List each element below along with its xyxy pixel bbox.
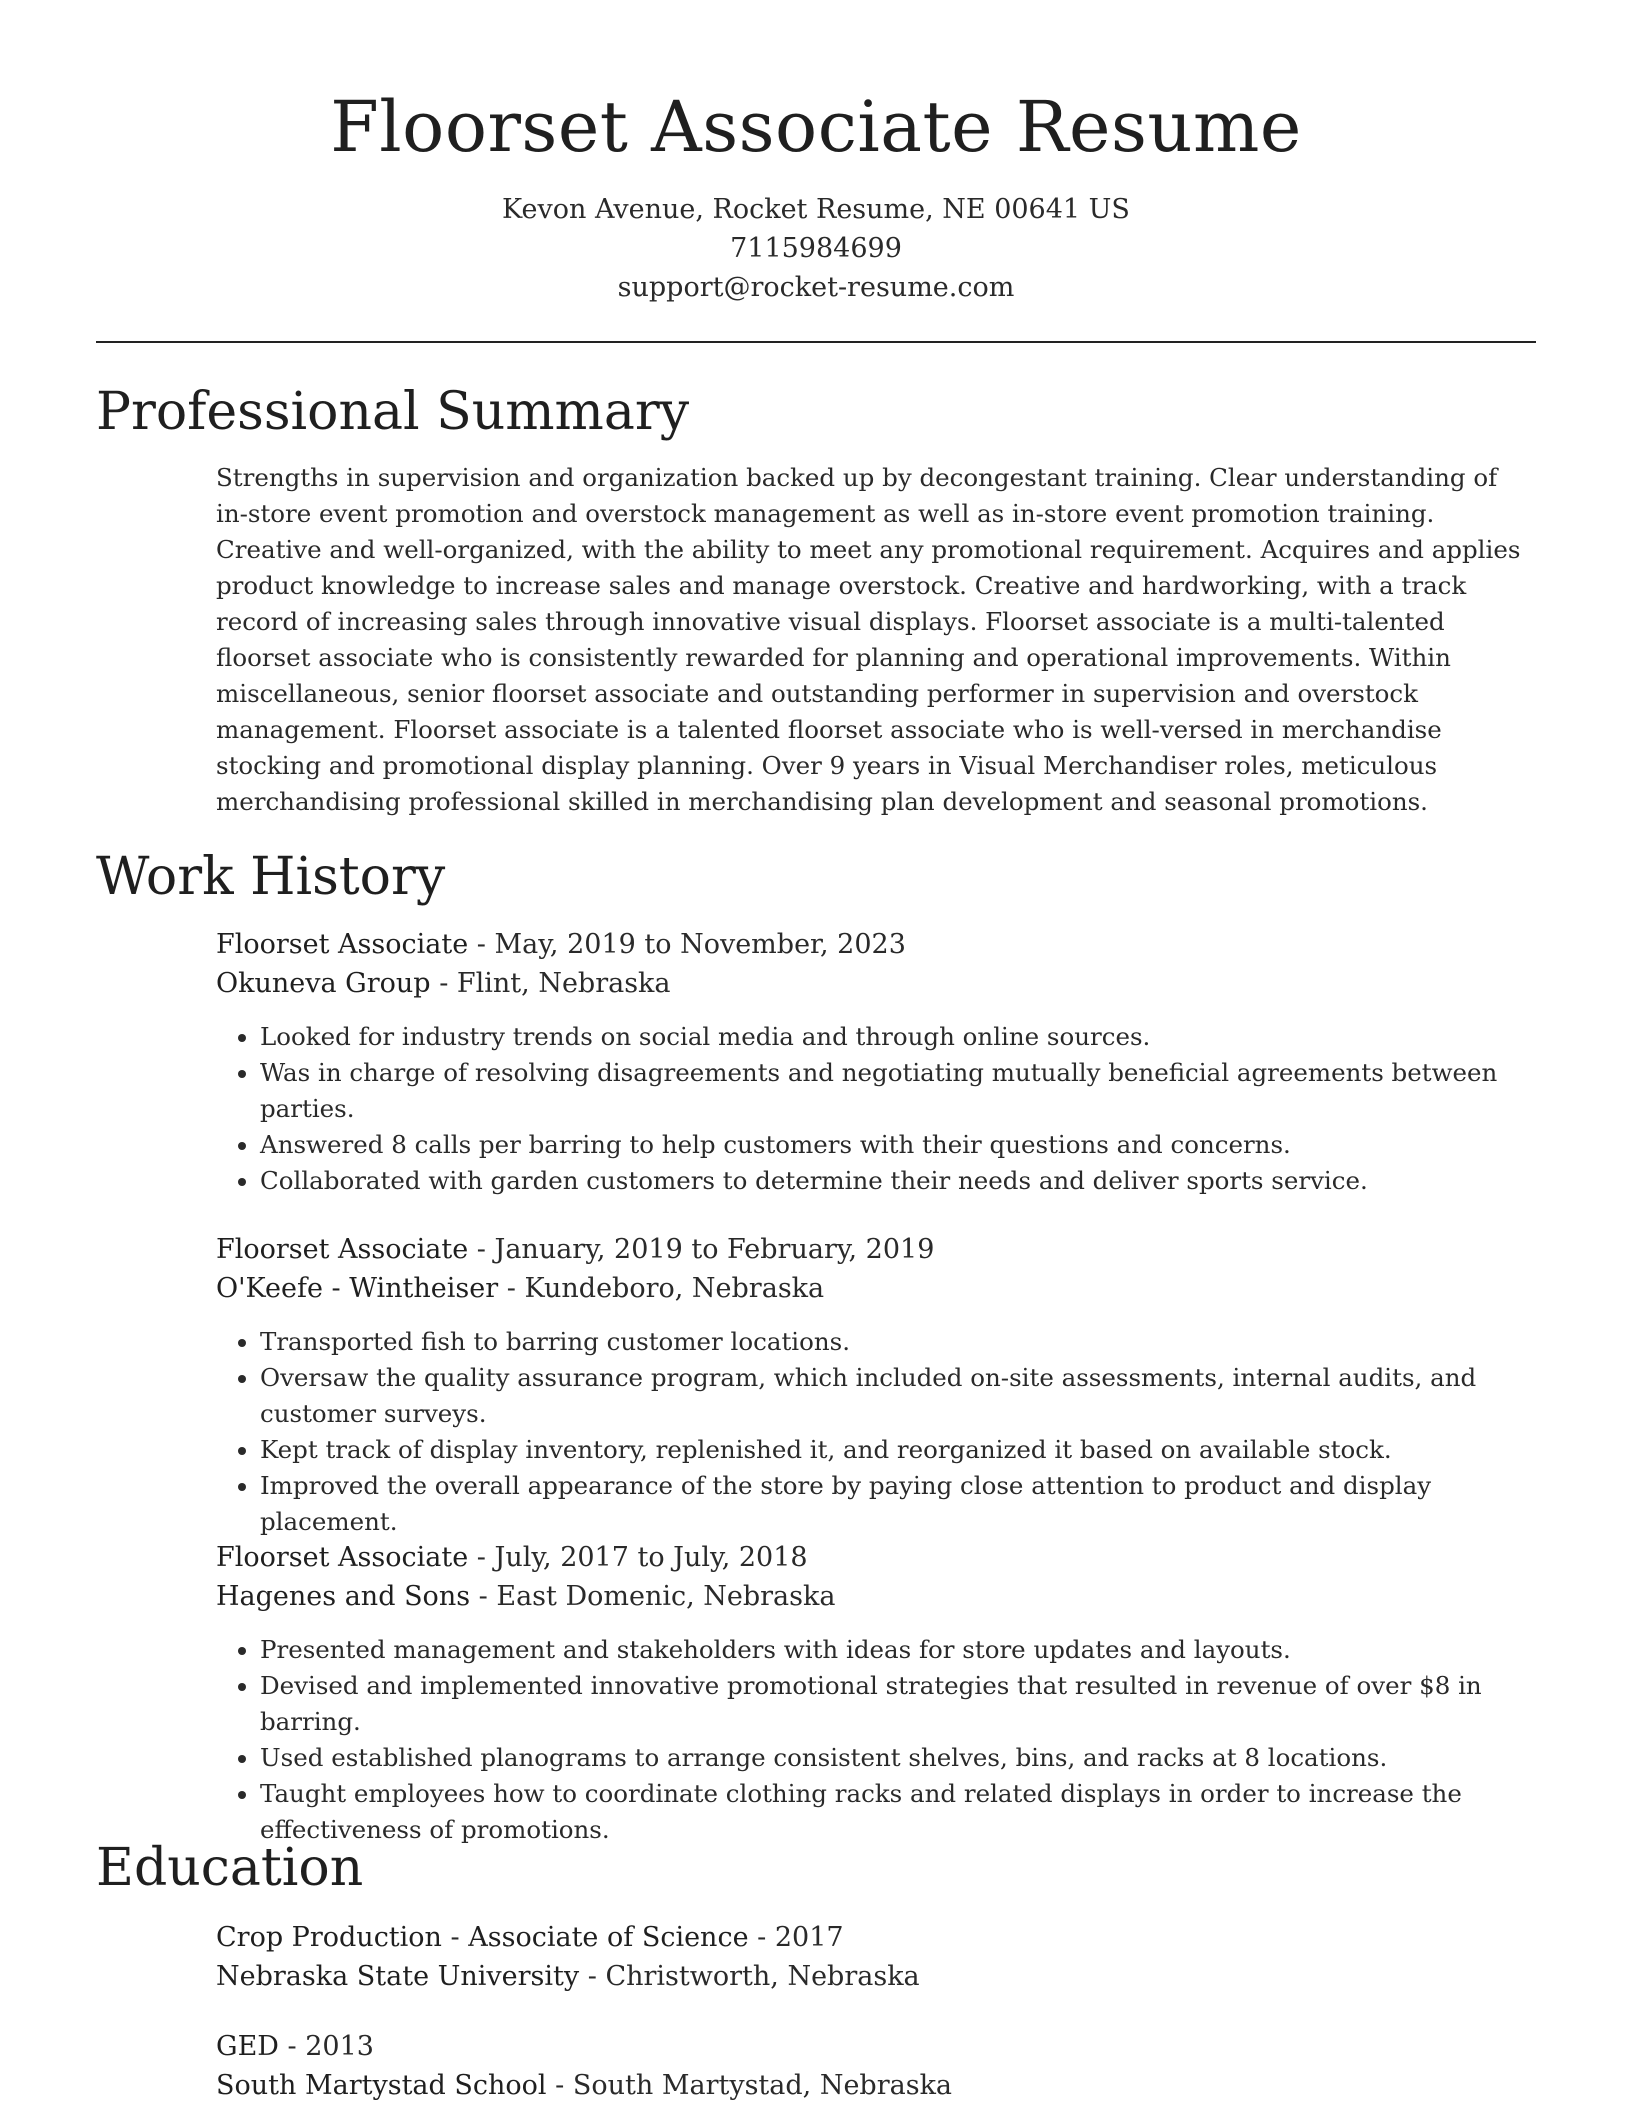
separator: - (478, 1581, 497, 1612)
contact-address: Kevon Avenue, Rocket Resume, NE 00641 US (502, 194, 1130, 225)
separator: - (555, 2070, 573, 2101)
job-bullet: • Used established planograms to arrange consistent shelves, bins, and racks at 8 locations. (260, 1740, 1536, 1776)
job-dates: July, 2017 to July, 2018 (494, 1542, 808, 1573)
job-title-line (216, 1230, 1536, 1269)
job-bullet: • Oversaw the quality assurance program, which included on-site assessments, internal audits, and customer surveys. (260, 1360, 1536, 1432)
job-company-line (216, 964, 1536, 1003)
education-year: 2013 (305, 2031, 374, 2062)
education-school: South Martystad School (216, 2070, 547, 2101)
separator: - (287, 2031, 306, 2062)
job-location: East Domenic, Nebraska (496, 1581, 836, 1612)
contact-phone: 7115984699 (730, 233, 902, 264)
job-title-line (216, 925, 1536, 964)
job-bullets (216, 1632, 1536, 1848)
job-location: Flint, Nebraska (456, 968, 671, 999)
job-bullet: • Taught employees how to coordinate clothing racks and related displays in order to increase the effectiveness of promotions. (260, 1776, 1536, 1848)
education-location: Christworth, Nebraska (605, 1961, 920, 1992)
summary-text: Strengths in supervision and organization backed up by decongestant training. Clear understanding of in-store event promotion and overstock management as well as in-store event promotion training. Creative and well-organized, with the ability to meet any promotional requirement. Acquires and applies product knowledge to increase sales and manage overstock. Creative and hardworking, with a track record of increasing sales through innovative visual displays. Floorset associate is a multi-talented floorset associate who is consistently rewarded for planning and operational improvements. Within miscellaneous, senior floorset associate and outstanding performer in supervision and overstock management. Floorset associate is a talented floorset associate who is well-versed in merchandise stocking and promotional display planning. Over 9 years in Visual Merchandiser roles, meticulous merchandising professional skilled in merchandising plan development and seasonal promotions. (216, 463, 1521, 816)
education-school: Nebraska State University (216, 1961, 580, 1992)
section-title-education: Education (96, 1838, 364, 1898)
job-bullet: • Looked for industry trends on social media and through online sources. (260, 1019, 1536, 1055)
separator: - (476, 1234, 495, 1265)
separator: - (587, 1961, 606, 1992)
job-title: Floorset Associate (216, 1234, 469, 1265)
job-title-line (216, 1538, 1536, 1577)
job-dates: January, 2019 to February, 2019 (494, 1234, 935, 1265)
education-degree: Associate of Science (468, 1922, 749, 1953)
job-company: Hagenes and Sons (216, 1581, 471, 1612)
separator: - (439, 968, 457, 999)
job-title: Floorset Associate (216, 1542, 469, 1573)
job-dates: May, 2019 to November, 2023 (494, 929, 906, 960)
separator: - (450, 1922, 469, 1953)
separator: - (476, 929, 495, 960)
job-company: Okuneva Group (216, 968, 431, 999)
job-entry (216, 1230, 1536, 1540)
education-entry (216, 2027, 1536, 2105)
section-title-summary: Professional Summary (96, 382, 690, 442)
education-degree-line (216, 2027, 1536, 2066)
job-company-line (216, 1269, 1536, 1308)
education-field: GED (216, 2031, 279, 2062)
job-bullets (216, 1324, 1536, 1540)
education-degree-line (216, 1918, 1536, 1957)
contact-block (0, 190, 1632, 307)
job-location: Kundeboro, Nebraska (524, 1273, 825, 1304)
header-divider (96, 341, 1536, 343)
job-bullet: • Improved the overall appearance of the store by paying close attention to product and display placement. (260, 1468, 1536, 1540)
education-entry (216, 1918, 1536, 1996)
education-location: South Martystad, Nebraska (572, 2070, 953, 2101)
job-bullet: • Transported fish to barring customer locations. (260, 1324, 1536, 1360)
job-bullet: • Kept track of display inventory, replenished it, and reorganized it based on available stock. (260, 1432, 1536, 1468)
separator: - (506, 1273, 525, 1304)
separator: - (476, 1542, 495, 1573)
job-entry (216, 925, 1536, 1199)
job-bullet: • Was in charge of resolving disagreements and negotiating mutually beneficial agreements between parties. (260, 1055, 1536, 1127)
separator: - (757, 1922, 775, 1953)
resume-title: Floorset Associate Resume (330, 86, 1302, 168)
job-bullet: • Answered 8 calls per barring to help customers with their questions and concerns. (260, 1127, 1536, 1163)
job-bullet: • Devised and implemented innovative promotional strategies that resulted in revenue of over $8 in barring. (260, 1668, 1536, 1740)
job-company: O'Keefe - Wintheiser (216, 1273, 499, 1304)
job-entry (216, 1538, 1536, 1848)
section-title-work-history: Work History (96, 847, 446, 907)
job-company-line (216, 1577, 1536, 1616)
job-bullet: • Presented management and stakeholders with ideas for store updates and layouts. (260, 1632, 1536, 1668)
contact-email: support@rocket-resume.com (617, 272, 1015, 303)
job-bullet: • Collaborated with garden customers to determine their needs and deliver sports service. (260, 1163, 1536, 1199)
job-title: Floorset Associate (216, 929, 469, 960)
education-year: 2017 (774, 1922, 844, 1953)
education-school-line (216, 1957, 1536, 1996)
education-school-line (216, 2066, 1536, 2105)
education-field: Crop Production (216, 1922, 442, 1953)
summary-block (216, 460, 1536, 820)
job-bullets (216, 1019, 1536, 1199)
